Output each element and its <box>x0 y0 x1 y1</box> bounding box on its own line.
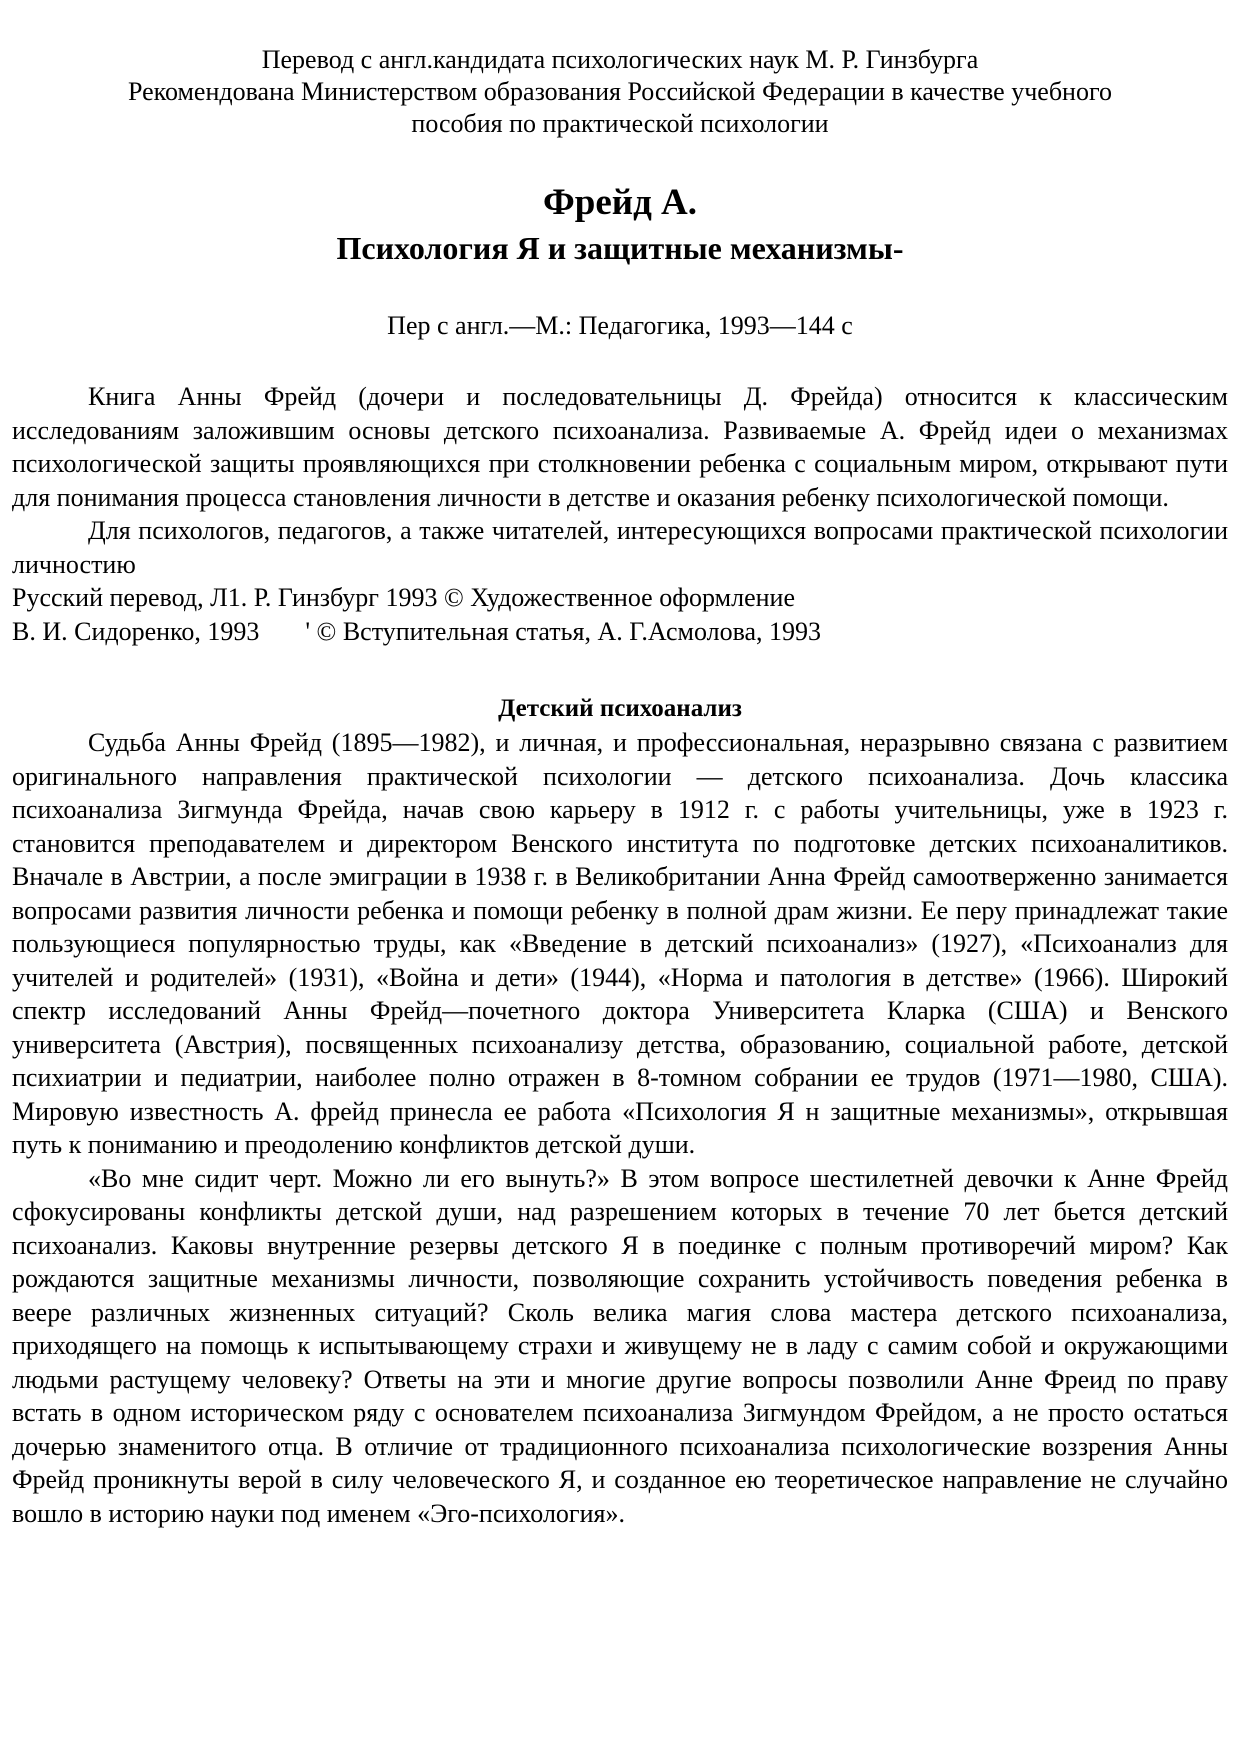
recommendation-line-2: пособия по практической психологии <box>411 109 829 138</box>
abstract-paragraph-2: Для психологов, педагогов, а также читателей, интересующихся вопросами практической психологии личностию <box>12 516 1228 579</box>
copyright-designer: В. И. Сидоренко, 1993 <box>12 616 260 646</box>
book-title: Психология Я и защитные механизмы- <box>336 230 904 266</box>
copyright-introduction: ' © Вступительная статья, А. Г.Асмолова, 1993 <box>305 616 822 646</box>
translator-line: Перевод с англ.кандидата психологических наук М. Р. Гинзбурга <box>261 45 979 74</box>
abstract-paragraph-1: Книга Анны Фрейд (дочери и последовательницы Д. Фрейда) относится к классическим исследованиям заложившим основы детского психоанализа. Развиваемые А. Фрейд идеи о механизмах психологической защиты проявляющихся при столкновении ребенка с социальным миром, открывают пути для понимания процесса становления личности в детстве и оказания ребенку психологической помощи. <box>12 382 1228 512</box>
book-imprint: Пер с англ.—М.: Педагогика, 1993—144 с <box>387 311 853 340</box>
book-author: Фрейд А. <box>542 182 698 223</box>
section-paragraph-1: Судьба Анны Фрейд (1895—1982), и личная, и профессиональная, неразрывно связана с развитием оригинального направления практической психологии — детского психоанализа. Дочь классика психоанализа Зигмунда Фрейда, начав свою карьеру в 1912 г. с работы учительницы, уже в 1923 г. становится преподавателем и директором Венского института по подготовке детских психоаналитиков. Вначале в Австрии, а после эмиграции в 1938 г. в Великобритании Анна Фрейд самоотверженно занимается вопросами развития личности ребенка и помощи ребенку в полной драм жизни. Ее перу принадлежат такие пользующиеся популярностью труды, как «Введение в детский психоанализ» (1927), «Психоанализ для учителей и родителей» (1931), «Война и дети» (1944), «Норма и патология в детстве» (1966). Широкий спектр исследований Анны Фрейд—почетного доктора Университета Кларка (США) и Венского университета (Австрия), посвященных психоанализу детства, образованию, социальной работе, детской психиатрии и педиатрии, наиболее полно отражен в 8-томном собрании ее трудов (1971—1980, США). Мировую известность А. фрейд принесла ее работа «Психология Я н защитные механизмы», открывшая путь к пониманию и преодолению конфликтов детской души. <box>12 728 1228 1159</box>
copyright-line-2 <box>12 615 1228 649</box>
recommendation-line-1: Рекомендована Министерством образования Российской Федерации в качестве учебного <box>128 77 1112 106</box>
document-page <box>12 44 1228 1530</box>
section-heading: Детский психоанализ <box>498 695 742 722</box>
copyright-line-1: Русский перевод, Л1. Р. Гинзбург 1993 © Художественное оформление <box>12 583 795 612</box>
section-paragraph-2: «Во мне сидит черт. Можно ли его вынуть?» В этом вопросе шестилетней девочки к Анне Фрейд сфокусированы конфликты детской души, над разрешением которых в течение 70 лет бьется детский психоанализ. Каковы внутренние резервы детского Я в поединке с полным противоречий миром? Как рождаются защитные механизмы личности, позволяющие сохранить устойчивость поведения ребенка в веере различных жизненных ситуаций? Сколь велика магия слова мастера детского психоанализа, приходящего на помощь к испытывающему страхи и живущему не в ладу с самим собой и окружающими людьми растущему человеку? Ответы на эти и многие другие вопросы позволили Анне Фреид по праву встать в одном историческом ряду с основателем психоанализа Зигмундом Фрейдом, а не просто остаться дочерью знаменитого отца. В отличие от традиционного психоанализа психологические воззрения Анны Фрейд проникнуты верой в силу человеческого Я, и созданное ею теоретическое направление не случайно вошло в историю науки под именем «Эго-психология». <box>12 1163 1228 1528</box>
